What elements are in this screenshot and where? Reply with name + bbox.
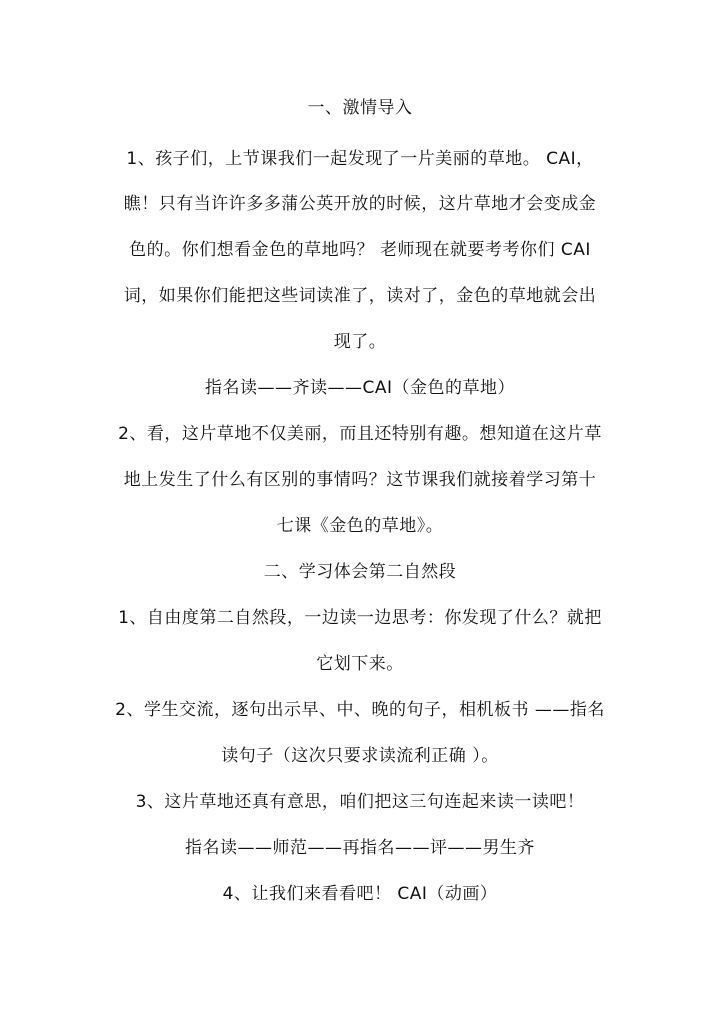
paragraph-line: 指名读——齐读——CAI（金色的草地） <box>204 378 515 398</box>
section-heading-2: 二、学习体会第二自然段 <box>263 562 457 582</box>
paragraph-line: 它划下来。 <box>316 654 404 674</box>
paragraph-line: 瞧！只有当许许多多蒲公英开放的时候，这片草地才会变成金 <box>123 194 597 214</box>
paragraph-line: 七课《金色的草地》。 <box>276 516 444 536</box>
paragraph-line: 1、孩子们，上节课我们一起发现了一片美丽的草地。 CAI， <box>126 149 594 169</box>
section-heading-1: 一、激情导入 <box>307 98 413 118</box>
paragraph-line: 词，如果你们能把这些词读准了，读对了，金色的草地就会出 <box>123 286 597 306</box>
paragraph-line: 读句子（这次只要求读流利正确 ）。 <box>221 746 499 766</box>
paragraph-line: 3、这片草地还真有意思，咱们把这三句连起来读一读吧！ <box>135 792 585 812</box>
paragraph-line: 指名读——师范——再指名——评——男生齐 <box>185 838 535 858</box>
paragraph-line: 4、让我们来看看吧！ CAI（动画） <box>222 884 498 904</box>
paragraph-line: 1、自由度第二自然段，一边读一边思考：你发现了什么？就把 <box>118 608 602 628</box>
paragraph-line: 2、看，这片草地不仅美丽，而且还特别有趣。想知道在这片草 <box>118 424 602 444</box>
paragraph-line: 现了。 <box>333 332 387 352</box>
paragraph-line: 地上发生了什么有区别的事情吗？这节课我们就接着学习第十 <box>123 470 597 490</box>
paragraph-line: 2、学生交流，逐句出示早、中、晚的句子，相机板书 ——指名 <box>115 700 605 720</box>
paragraph-line: 色的。你们想看金色的草地吗？ 老师现在就要考考你们 CAI <box>129 240 591 260</box>
